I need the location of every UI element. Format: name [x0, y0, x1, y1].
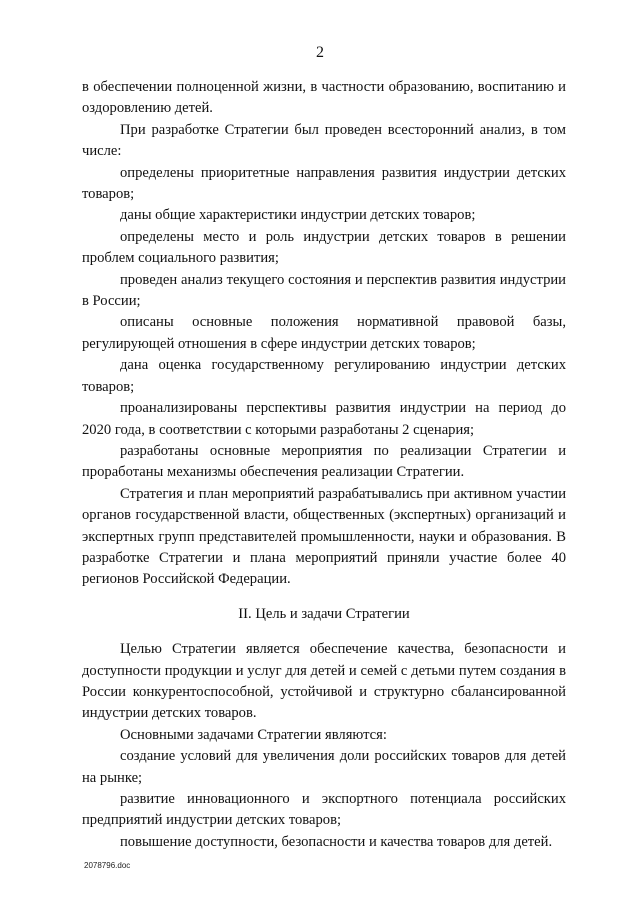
document-body	[82, 77, 566, 853]
list-item: определены приоритетные направления развития индустрии детских товаров;	[82, 164, 566, 203]
paragraph: в обеспечении полноценной жизни, в частности образованию, воспитанию и оздоровлению детей.	[82, 79, 566, 117]
list-item: описаны основные положения нормативной правовой базы, регулирующей отношения в сфере индустрии детских товаров;	[82, 314, 566, 352]
list-item: определены место и роль индустрии детских товаров в решении проблем социального развития;	[82, 228, 566, 267]
paragraph: При разработке Стратегии был проведен всесторонний анализ, в том числе:	[82, 121, 566, 160]
section-heading: II. Цель и задачи Стратегии	[238, 605, 410, 622]
list-item: даны общие характеристики индустрии детских товаров;	[120, 207, 476, 224]
page-number: 2	[316, 44, 324, 61]
list-item: повышение доступности, безопасности и качества товаров для детей.	[120, 833, 553, 850]
footer-filename: 2078796.doc	[84, 861, 131, 870]
list-item: проведен анализ текущего состояния и перспектив развития индустрии в России;	[82, 271, 566, 310]
paragraph: Основными задачами Стратегии являются:	[120, 726, 387, 743]
list-item: развитие инновационного и экспортного потенциала российских предприятий индустрии детских товаров;	[82, 791, 566, 829]
paragraph: Целью Стратегии является обеспечение качества, безопасности и доступности продукции и услуг для детей и семей с детьми путем создания в России конкурентоспособной, устойчивой и структурно сбалансированной индустрии детских товаров.	[82, 641, 566, 722]
paragraph: Стратегия и план мероприятий разрабатывались при активном участии органов государственной власти, общественных (экспертных) организаций и экспертных групп представителей промышленности, науки и образования. В разработке Стратегии и плана мероприятий приняли участие более 40 регионов Российской Федерации.	[82, 485, 566, 588]
list-item: создание условий для увеличения доли российских товаров для детей на рынке;	[82, 748, 566, 786]
list-item: разработаны основные мероприятия по реализации Стратегии и проработаны механизмы обеспечения реализации Стратегии.	[82, 442, 566, 481]
list-item: проанализированы перспективы развития индустрии на период до 2020 года, в соответствии с которыми разработаны 2 сценария;	[82, 400, 566, 438]
list-item: дана оценка государственному регулированию индустрии детских товаров;	[82, 357, 566, 395]
